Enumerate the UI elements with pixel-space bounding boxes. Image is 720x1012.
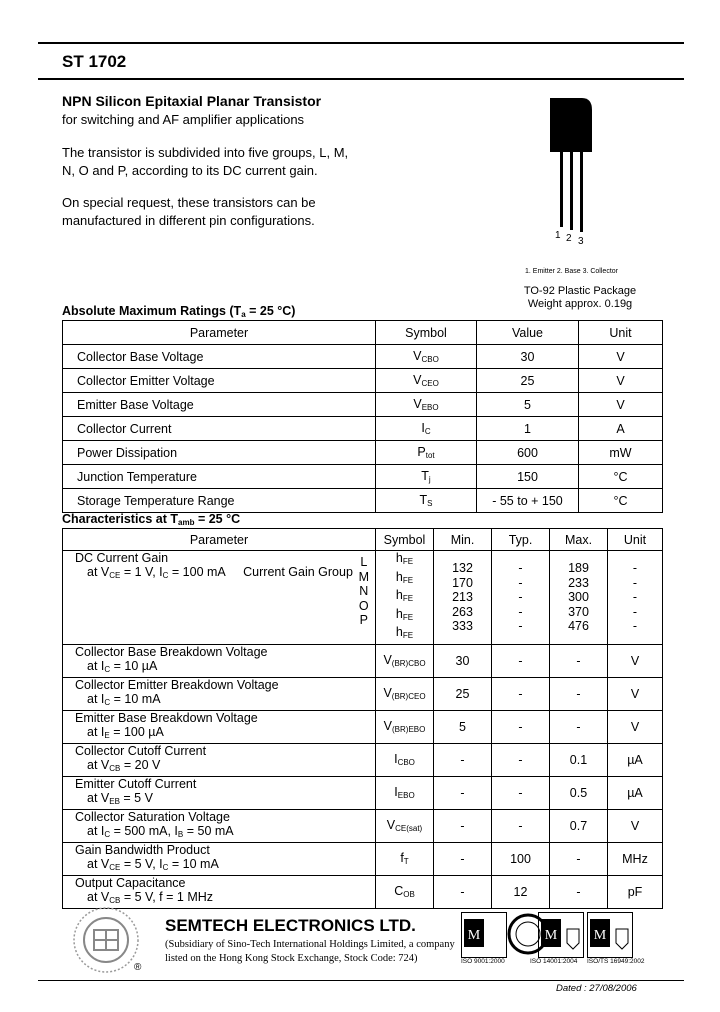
to92-package-drawing [540,90,600,250]
characteristics-header-row [63,529,663,551]
max-cell: - [550,677,608,710]
unit-cell: °C [579,465,663,489]
svg-text:M: M [544,928,558,943]
group-letter: L [360,555,368,569]
typ-cell: - [492,743,550,776]
value-cell: 1 [477,417,579,441]
table-row [63,465,663,489]
symbol-cell: $I_C$ [376,417,477,441]
value-cell: 5 [477,393,579,417]
symbol-item: $h_{FE}$ [395,588,414,603]
special-request-line-1: On special request, these transistors can be [62,195,316,210]
dc-gain-unit: - - - - - [608,551,663,645]
max-cell: - [550,875,608,908]
unit-cell: pF [608,875,663,908]
registered-mark: ® [134,962,142,973]
table-row [63,345,663,369]
symbol-item: $h_{FE}$ [395,606,414,622]
typ-cell: - [492,677,550,710]
footer-rule [38,980,684,981]
param-cell: Storage Temperature Range [63,489,376,513]
table-row [63,677,663,710]
company-subsidiary-note: (Subsidiary of Sino-Tech International Holdings Limited, a company listed on the Hong Kong Stock Exchange, Stock Code: 724) [165,939,455,964]
symbol-cell: $V_{(BR)EBO}$ [376,710,434,743]
param-cell: Collector Cutoff Current at $V_{CB} = 20$ V [63,743,376,776]
min-cell: 30 [434,644,492,677]
header-symbol: Symbol [376,529,434,551]
description-line-1: The transistor is subdivided into five groups, L, M, [62,145,349,160]
param-cell: Collector Current [63,417,376,441]
characteristics-table [62,528,663,909]
cert-2-caption: ISO 14001:2004 [530,958,578,965]
group-letter: O [358,598,369,613]
dc-gain-max: 189 233 300 370 476 [550,551,608,645]
dc-gain-min: 132 170 213 263 333 [434,551,492,645]
iso-ts-16949-cert-icon [587,912,633,958]
table-row [63,710,663,743]
typ-cell: - [492,644,550,677]
special-request-line-2: manufactured in different pin configurations. [62,213,315,228]
symbol-cell: $T_j$ [376,465,477,489]
symbol-cell: $T_S$ [376,489,477,513]
min-cell: 25 [434,677,492,710]
dc-gain-condition: at $V_{CE} = 1$ V, $I_C = 100$ mA Current Gain Group [87,565,353,580]
table-row [63,842,663,875]
unit-cell: V [579,393,663,417]
package-name: TO-92 Plastic Package [523,285,637,297]
part-number: ST 1702 [62,52,127,71]
description-line-2: N, O and P, according to its DC current gain. [62,163,318,178]
symbol-cell: $V_{(BR)CBO}$ [376,644,434,677]
header-value: Value [477,321,579,345]
symbol-item: $h_{FE}$ [395,551,414,566]
header-symbol: Symbol [376,321,477,345]
symbol-cell: $V_{(BR)CEO}$ [376,677,434,710]
iso-14001-cert-icon [538,912,584,958]
typ-cell: 12 [492,875,550,908]
abs-max-header-row [63,321,663,345]
param-cell: Emitter Base Voltage [63,393,376,417]
gain-group-label: Current Gain Group [243,565,353,579]
header-max: Max. [550,529,608,551]
abs-max-table [62,320,663,513]
max-cell: 0.7 [550,809,608,842]
unit-cell: µA [608,776,663,809]
symbol-cell: $V_{EBO}$ [376,393,477,417]
param-cell: Emitter Cutoff Current at $V_{EB} = 5$ V [63,776,376,809]
characteristics-title: Characteristics at $T_{amb} = 25$ °C [62,512,241,527]
table-row [63,644,663,677]
dc-gain-label: DC Current Gain [75,551,169,565]
header-unit: Unit [579,321,663,345]
product-title: NPN Silicon Epitaxial Planar Transistor [62,93,322,109]
max-cell: - [550,644,608,677]
unit-cell: V [579,369,663,393]
unit-cell: V [579,345,663,369]
header-parameter: Parameter [63,321,376,345]
unit-cell: V [608,710,663,743]
table-row [63,743,663,776]
title-rule [38,78,684,80]
value-cell: 30 [477,345,579,369]
unit-cell: °C [579,489,663,513]
table-row [63,809,663,842]
value-cell: - 55 to + 150 [477,489,579,513]
pin-legend: 1. Emitter 2. Base 3. Collector [525,268,618,275]
typ-cell: - [492,710,550,743]
symbol-item: $h_{FE}$ [395,625,414,640]
unit-cell: A [579,417,663,441]
svg-text:M: M [593,928,607,943]
cert-1-caption: ISO 9001:2000 [461,958,505,965]
symbol-cell: $C_{OB}$ [376,875,434,908]
value-cell: 600 [477,441,579,465]
header-min: Min. [434,529,492,551]
max-cell: - [550,842,608,875]
unit-cell: V [608,809,663,842]
max-cell: - [550,710,608,743]
min-cell: - [434,809,492,842]
table-row [63,369,663,393]
param-cell: Emitter Base Breakdown Voltage at $I_E = 100$ µA [63,710,376,743]
min-cell: - [434,776,492,809]
table-row [63,441,663,465]
unit-cell: mW [579,441,663,465]
package-weight: Weight approx. 0.19g [527,298,633,310]
symbol-cell: $V_{CE(sat)}$ [376,809,434,842]
param-cell: Collector Base Voltage [63,345,376,369]
symbol-cell: $I_{EBO}$ [376,776,434,809]
value-cell: 150 [477,465,579,489]
value-cell: 25 [477,369,579,393]
group-letter: P [359,613,368,627]
max-cell: 0.1 [550,743,608,776]
param-cell: Collector Saturation Voltage at $I_C = 500$ mA, $I_B = 50$ mA [63,809,376,842]
table-row [63,875,663,908]
param-cell: Gain Bandwidth Product at $V_{CE} = 5$ V, $I_C = 10$ mA [63,842,376,875]
iso-9001-cert-icon [461,912,507,958]
unit-cell: MHz [608,842,663,875]
table-row [63,393,663,417]
dc-gain-row [63,551,663,645]
symbol-cell: $f_T$ [376,842,434,875]
subtitle: for switching and AF amplifier applications [62,112,305,127]
symbol-cell: $V_{CBO}$ [376,345,477,369]
symbol-item: $h_{FE}$ [395,569,414,585]
header-typ: Typ. [492,529,550,551]
typ-cell: - [492,776,550,809]
gain-group-letters [359,555,369,628]
group-letter: M [358,569,369,584]
max-cell: 0.5 [550,776,608,809]
symbol-cell: $V_{CEO}$ [376,369,477,393]
cert-3-caption: ISO/TS 16949:2002 [587,958,645,965]
pin-2-label: 2 [566,233,572,244]
table-row [63,417,663,441]
min-cell: - [434,875,492,908]
param-cell: Collector Emitter Voltage [63,369,376,393]
unit-cell: V [608,644,663,677]
pin-3-label: 3 [578,236,584,247]
unit-cell: µA [608,743,663,776]
param-cell: Power Dissipation [63,441,376,465]
table-row [63,776,663,809]
typ-cell: - [492,809,550,842]
min-cell: 5 [434,710,492,743]
svg-text:M: M [467,928,481,943]
min-cell: - [434,743,492,776]
header-unit: Unit [608,529,663,551]
unit-cell: V [608,677,663,710]
symbol-cell: $P_{tot}$ [376,441,477,465]
group-letter: N [359,584,369,598]
header-parameter: Parameter [63,529,376,551]
min-cell: - [434,842,492,875]
dated-stamp: Dated : 27/08/2006 [556,983,637,994]
dc-gain-param-cell [63,551,376,645]
symbol-cell: $I_{CBO}$ [376,743,434,776]
table-row [63,489,663,513]
param-cell: Output Capacitance at $V_{CB} = 5$ V, f = 1 MHz [63,875,376,908]
pin-1-label: 1 [555,230,561,241]
param-cell: Collector Emitter Breakdown Voltage at $I_C = 10$ mA [63,677,376,710]
param-cell: Junction Temperature [63,465,376,489]
company-name: SEMTECH ELECTRONICS LTD. [165,916,416,935]
dc-gain-symbols [376,551,434,645]
typ-cell: 100 [492,842,550,875]
abs-max-title: Absolute Maximum Ratings ($T_a = 25$ °C) [62,304,296,319]
dc-gain-typ: - - - - - [492,551,550,645]
param-cell: Collector Base Breakdown Voltage at $I_C = 10$ µA [63,644,376,677]
top-rule [38,42,684,44]
